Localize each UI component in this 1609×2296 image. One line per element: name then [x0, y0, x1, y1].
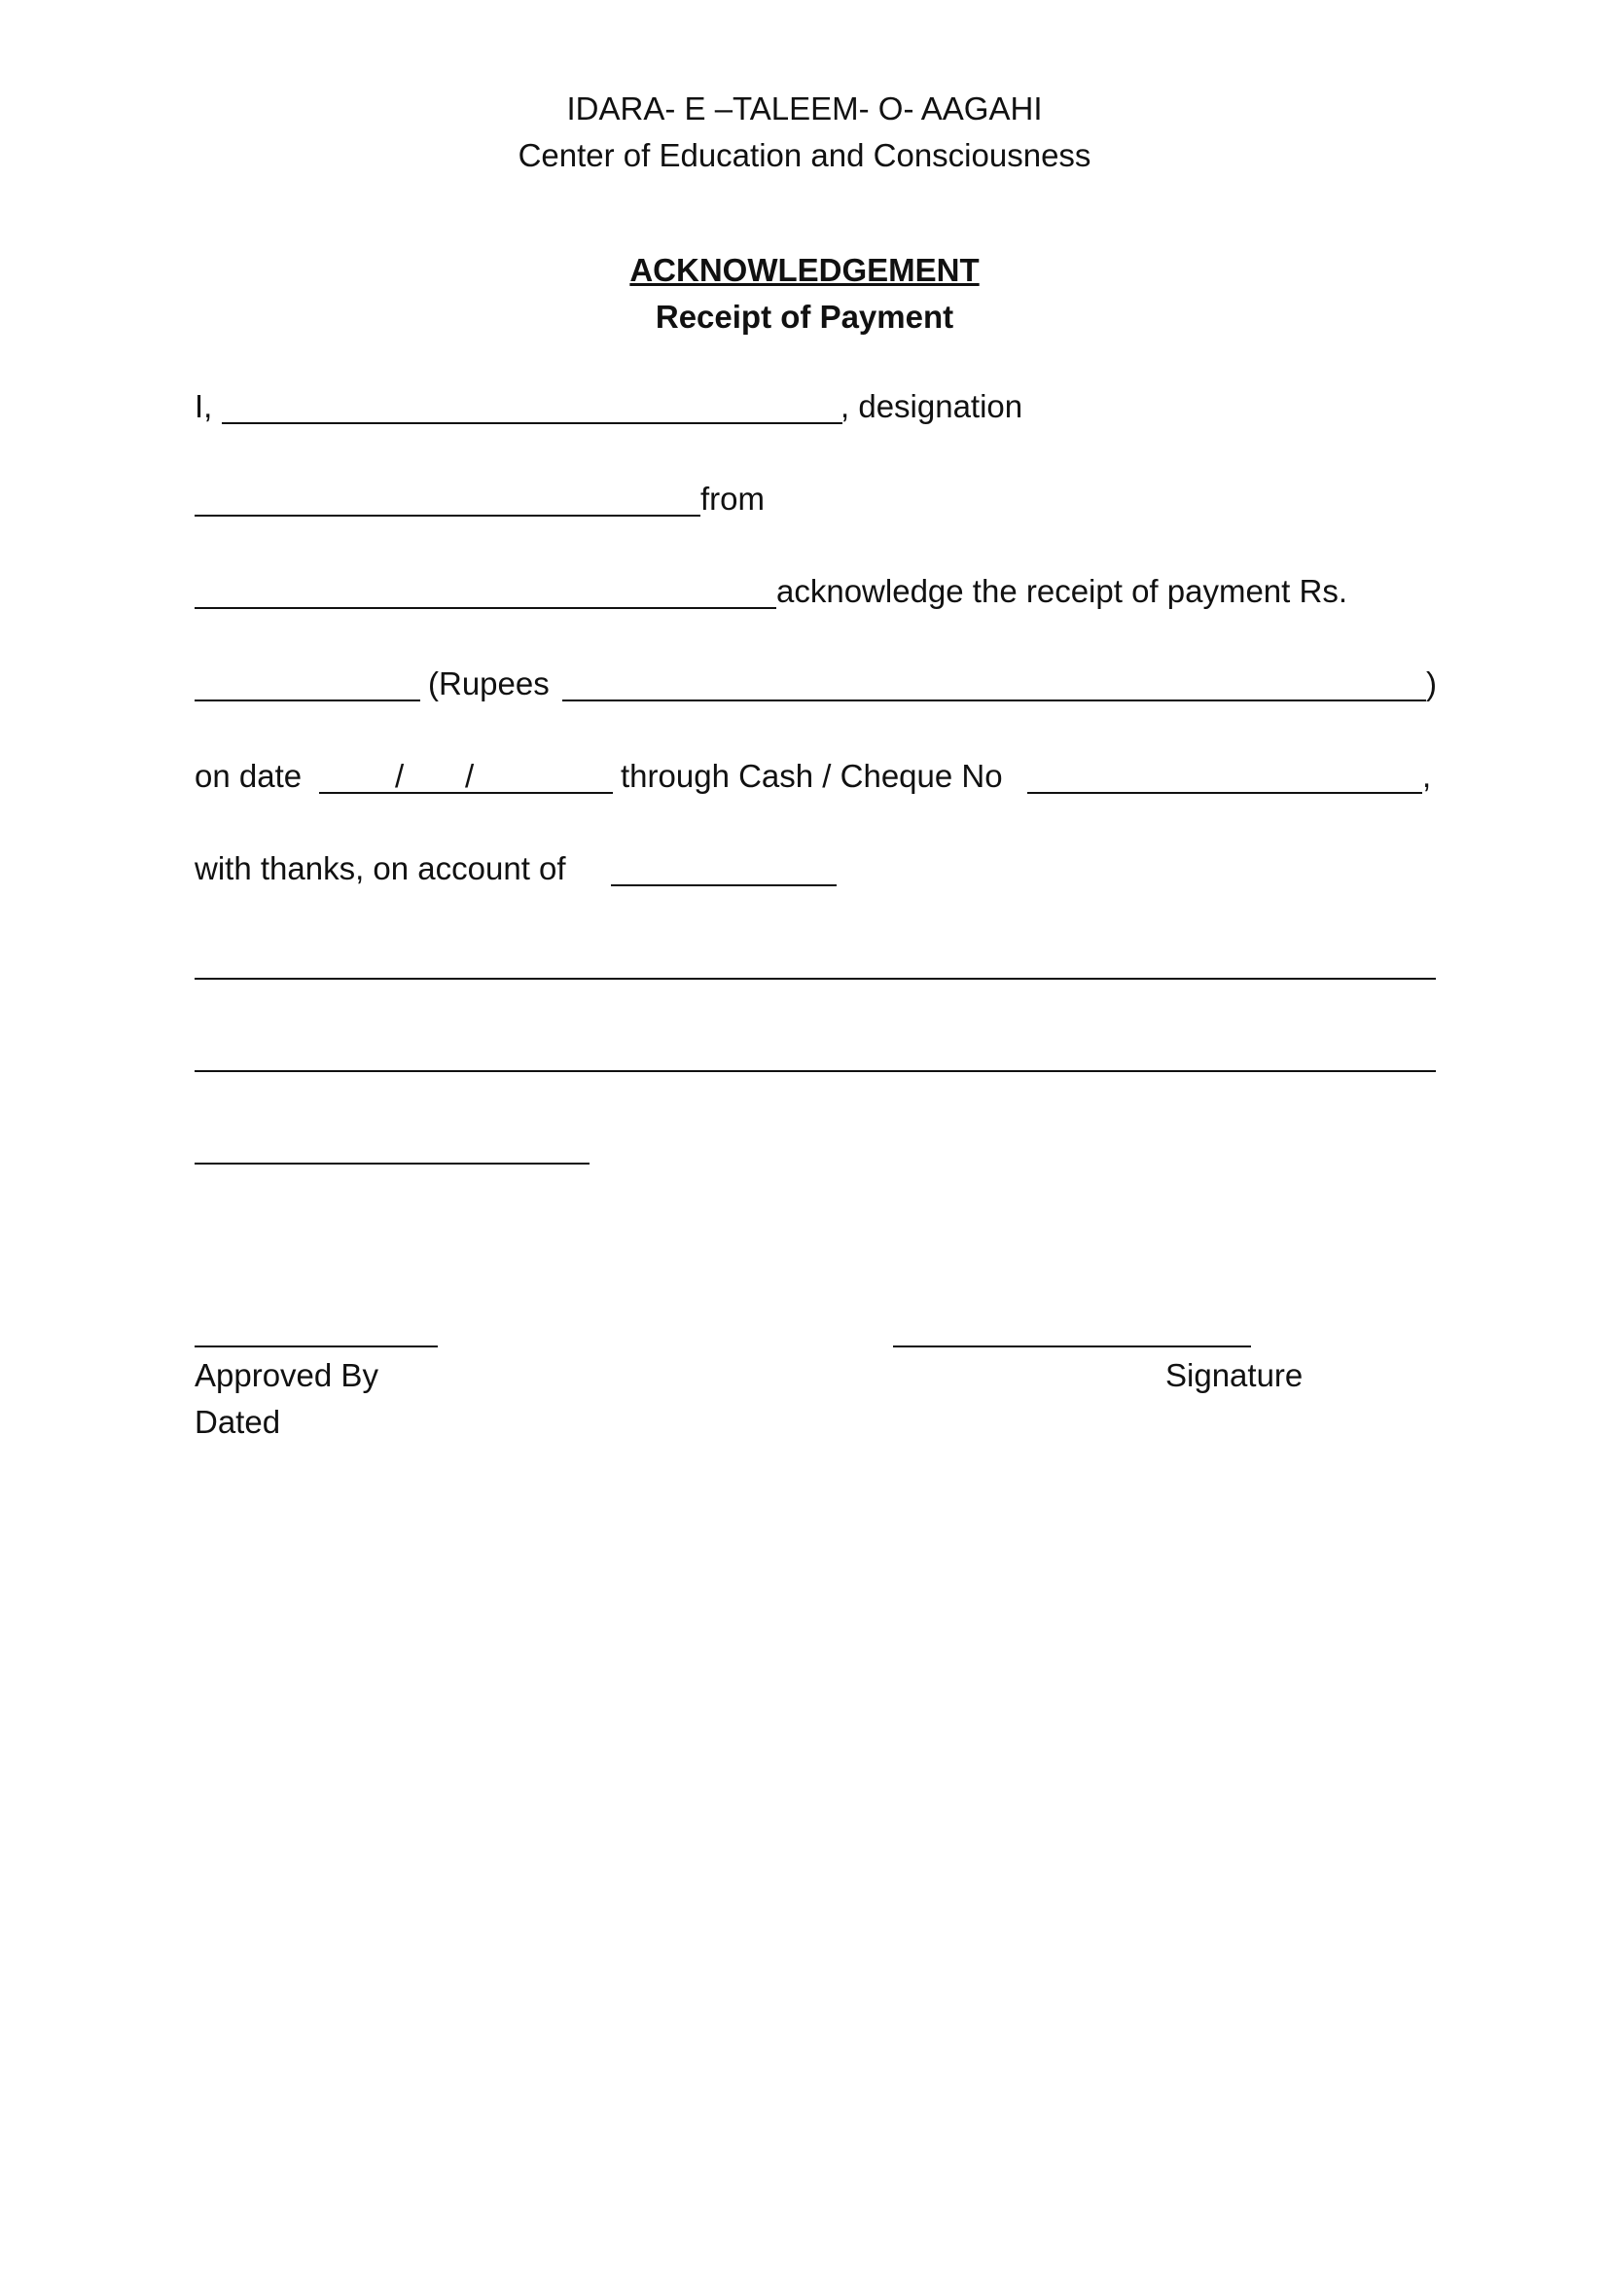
designation-blank[interactable] [195, 515, 700, 517]
approved-by-label: Approved By [195, 1357, 378, 1393]
amount-blank[interactable] [195, 700, 420, 701]
form-line-organization [195, 572, 1459, 615]
account-continuation-line-1[interactable] [195, 978, 1436, 980]
document-title: ACKNOWLEDGEMENT [629, 252, 980, 288]
name-blank[interactable] [222, 422, 842, 424]
document-subtitle: Receipt of Payment [655, 299, 954, 335]
line4-middle: (Rupees [428, 665, 550, 701]
date-slash-2: / [465, 758, 475, 794]
form-line-date-cheque [195, 757, 1459, 800]
line1-suffix: , designation [840, 388, 1023, 424]
organization-blank[interactable] [195, 607, 776, 609]
account-continuation-line-3[interactable] [195, 1163, 590, 1165]
organization-subtitle: Center of Education and Consciousness [518, 137, 1091, 173]
form-line-name [195, 387, 1459, 430]
date-slash-1: / [395, 758, 405, 794]
line5-prefix: on date [195, 758, 303, 794]
cheque-number-blank[interactable] [1027, 792, 1422, 794]
line5-middle: through Cash / Cheque No [621, 758, 1003, 794]
line2-suffix: from [700, 481, 765, 517]
form-line-designation [195, 480, 1459, 522]
account-continuation-line-2[interactable] [195, 1070, 1436, 1072]
dated-label: Dated [195, 1404, 281, 1440]
line1-prefix: I, [195, 388, 213, 424]
organization-name: IDARA- E –TALEEM- O- AAGAHI [566, 90, 1043, 126]
amount-in-words-blank[interactable] [562, 700, 1426, 701]
line5-suffix: , [1422, 758, 1432, 794]
signature-line[interactable] [893, 1345, 1251, 1347]
account-blank[interactable] [611, 884, 837, 886]
line6-prefix: with thanks, on account of [195, 850, 566, 886]
line4-suffix: ) [1426, 665, 1437, 701]
line3-suffix: acknowledge the receipt of payment Rs. [776, 573, 1347, 609]
signature-label: Signature [1165, 1357, 1304, 1393]
approved-by-line[interactable] [195, 1345, 438, 1347]
form-line-account [195, 849, 1459, 892]
form-line-amount [195, 664, 1459, 707]
